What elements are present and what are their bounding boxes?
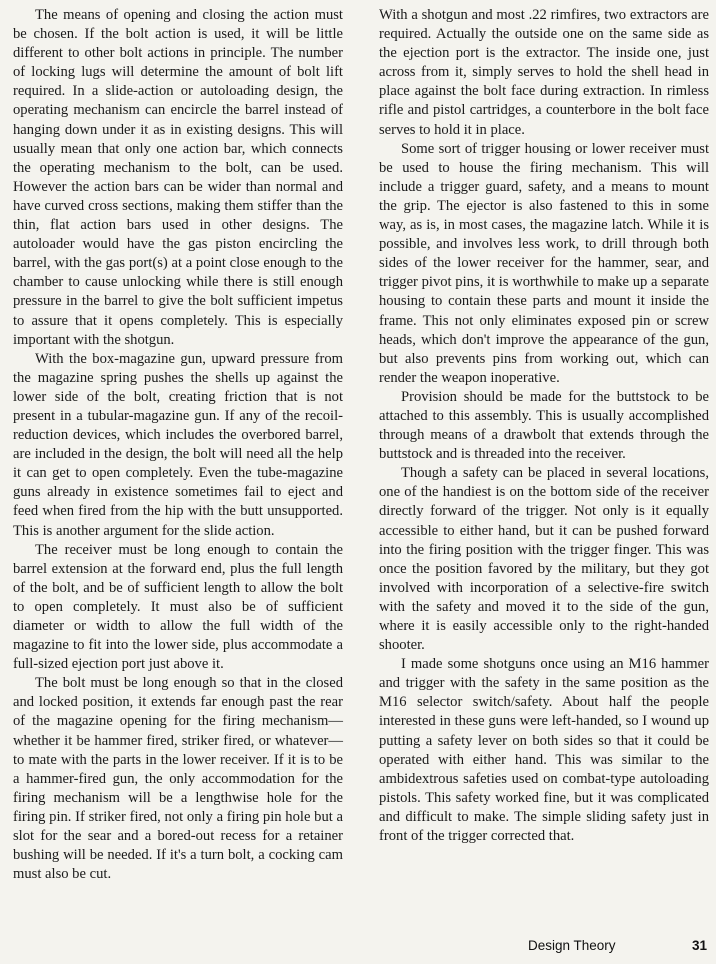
paragraph: Provision should be made for the buttstock to be attached to this assembly. This is usually accomplished through means of a drawbolt that extends through the buttstock and is threaded into the receiver. — [379, 388, 709, 463]
right-column — [379, 6, 709, 846]
running-footer-title: Design Theory — [528, 938, 616, 953]
paragraph: Though a safety can be placed in several locations, one of the handiest is on the bottom side of the receiver directly forward of the trigger. Not only is it equally accessible to either hand, but it can be pushed forward into the firing position with the trigger finger. This was once the position favored by the military, but they got involved with incorporation of a selective-fire switch with the safety and moved it to the side of the gun, where it is easily accessible only to the right-handed shooter. — [379, 465, 709, 654]
paragraph-continued: With a shotgun and most .22 rimfires, two extractors are required. Actually the outside one on the same side as the ejection port is the extractor. The inside one, just across from it, simply serves to hold the shell head in place against the bolt face during extraction. In rimless rifle and pistol cartridges, a counterbore in the bolt face serves to hold it in place. — [379, 7, 709, 138]
left-column — [13, 6, 343, 884]
paragraph: The receiver must be long enough to contain the barrel extension at the forward end, plus the full length of the bolt, and be of sufficient length to allow the bolt to open completely. It must also be of sufficient diameter or width to allow the full width of the magazine to fit into the lower side, plus accommodate a full-sized ejection port just above it. — [13, 541, 343, 673]
page-number: 31 — [692, 938, 708, 953]
paragraph: The means of opening and closing the action must be chosen. If the bolt action is used, it will be little different to other bolt actions in principle. The number of locking lugs will determine the amount of bolt lift required. In a slide-action or autoloading design, the operating mechanism can encircle the barrel instead of hanging down under it as in existing designs. This will usually mean that only one action bar, which connects the operating mechanism to the bolt, can be used. However the action bars can be wider than normal and have curved cross sections, making them stiffer than the thin, flat action bars used in other designs. The autoloader would have the gas piston encircling the barrel, with the gas port(s) at a point close enough to the chamber to cause unlocking while there is still enough pressure in the barrel to give the bolt sufficient impetus to assure that it opens completely. This is especially important with the shotgun. — [13, 7, 343, 348]
paragraph: I made some shotguns once using an M16 hammer and trigger with the safety in the same position as the M16 selector switch/safety. About half the people interested in these guns were left-handed, so I wound up putting a safety lever on both sides so that it could be operated with either hand. This was similar to the ambidextrous safeties used on combat-type autoloading pistols. This safety worked fine, but it was complicated and difficult to make. The simple sliding safety just in front of the trigger corrected that. — [379, 656, 709, 845]
paragraph: With the box-magazine gun, upward pressure from the magazine spring pushes the shells up against the lower side of the bolt, creating friction that is not present in a tubular-magazine gun. If any of the recoil-reduction devices, which includes the overbored barrel, are included in the design, the bolt will need all the help it can get to open completely. Even the tube-magazine guns already in existence sometimes fail to eject and feed when fired from the hip with the butt unsupported. This is another argument for the slide action. — [13, 350, 343, 539]
paragraph: Some sort of trigger housing or lower receiver must be used to house the firing mechanism. This will include a trigger guard, safety, and a means to mount the grip. The ejector is also fastened to this in some way, as is, in most cases, the magazine latch. While it is possible, and involves less work, to drill through both sides of the lower receiver for the hammer, sear, and trigger pivot pins, it is worthwhile to make up a separate housing to contain these parts and mount it inside the frame. This not only eliminates exposed pin or screw heads, which don't improve the appearance of the gun, but also prevents pins from working out, which can render the weapon inoperative. — [379, 140, 709, 386]
paragraph: The bolt must be long enough so that in the closed and locked position, it extends far enough past the rear of the magazine opening for the firing mechanism—whether it be hammer fired, striker fired, or whatever—to mate with the parts in the lower receiver. If it is to be a hammer-fired gun, the only accommodation for the firing mechanism will be a lengthwise hole for the firing pin. If striker fired, not only a firing pin hole but a slot for the sear and a bored-out recess for a retainer bushing will be needed. If it's a turn bolt, a cocking cam must also be cut. — [13, 675, 343, 883]
